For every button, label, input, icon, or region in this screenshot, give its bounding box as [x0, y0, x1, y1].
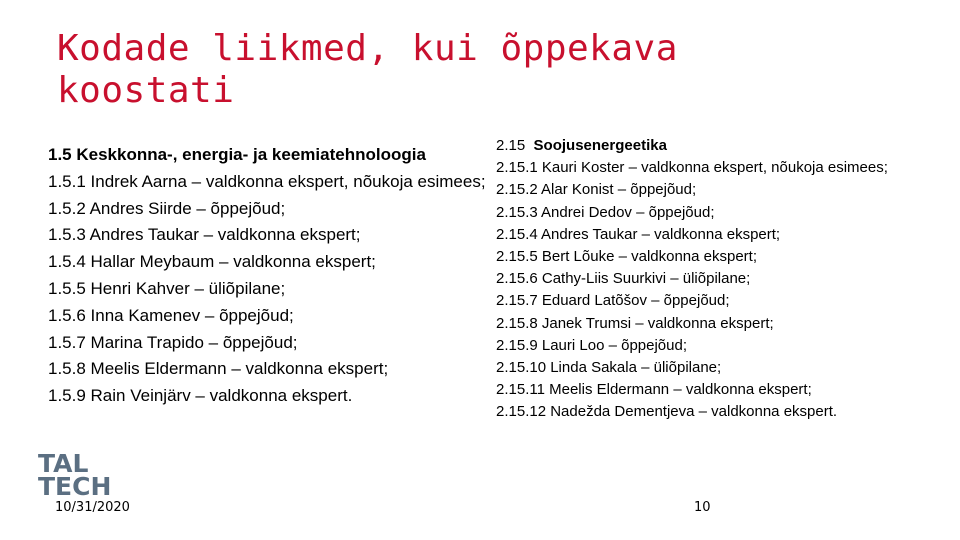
list-item: 2.15.4 Andres Taukar – valdkonna ekspert;	[496, 225, 781, 243]
list-item: 1.5.5 Henri Kahver – üliõpilane;	[48, 278, 286, 298]
right-heading-number: 2.15	[496, 137, 526, 154]
list-item: 2.15.1 Kauri Koster – valdkonna ekspert, nõukoja esimees;	[496, 159, 888, 177]
left-list-heading: 1.5 Keskkonna-, energia- ja keemiatehnoloogia	[48, 145, 426, 164]
list-item: 1.5.6 Inna Kamenev – õppejõud;	[48, 305, 294, 325]
list-item: 1.5.4 Hallar Meybaum – valdkonna ekspert;	[48, 252, 376, 272]
logo-line-1: TAL	[38, 449, 89, 478]
list-item: 2.15.3 Andrei Dedov – õppejõud;	[496, 203, 715, 221]
list-item: 1.5.3 Andres Taukar – valdkonna ekspert;	[48, 225, 361, 245]
slide-title	[57, 28, 817, 112]
title-line-1: Kodade liikmed, kui õppekava	[57, 28, 678, 69]
list-item: 2.15.10 Linda Sakala – üliõpilane;	[496, 359, 722, 377]
list-item: 2.15.8 Janek Trumsi – valdkonna ekspert;	[496, 314, 774, 332]
page-number: 10	[694, 500, 711, 515]
list-item: 2.15.2 Alar Konist – õppejõud;	[496, 181, 697, 199]
list-item: 2.15.7 Eduard Latõšov – õppejõud;	[496, 292, 730, 310]
list-item: 1.5.8 Meelis Eldermann – valdkonna ekspert;	[48, 359, 389, 379]
footer-date: 10/31/2020	[55, 500, 130, 515]
title-line-2: koostati	[57, 70, 235, 111]
list-item: 1.5.1 Indrek Aarna – valdkonna ekspert, nõukoja esimees;	[48, 171, 486, 191]
left-member-list	[48, 142, 492, 410]
list-item: 2.15.5 Bert Lõuke – valdkonna ekspert;	[496, 248, 758, 266]
right-list-heading	[496, 135, 956, 157]
list-item: 1.5.9 Rain Veinjärv – valdkonna ekspert.	[48, 386, 353, 406]
taltech-logo	[38, 449, 112, 501]
list-item: 2.15.9 Lauri Loo – õppejõud;	[496, 336, 687, 354]
right-member-list	[496, 135, 956, 424]
list-item: 2.15.6 Cathy-Liis Suurkivi – üliõpilane;	[496, 270, 751, 288]
list-item: 1.5.7 Marina Trapido – õppejõud;	[48, 332, 298, 352]
logo-line-2: TECH	[38, 472, 112, 501]
list-item: 2.15.12 Nadežda Dementjeva – valdkonna ekspert.	[496, 403, 838, 421]
list-item: 2.15.11 Meelis Eldermann – valdkonna ekspert;	[496, 381, 812, 399]
right-heading-text: Soojusenergeetika	[533, 137, 667, 154]
list-item: 1.5.2 Andres Siirde – õppejõud;	[48, 198, 286, 218]
